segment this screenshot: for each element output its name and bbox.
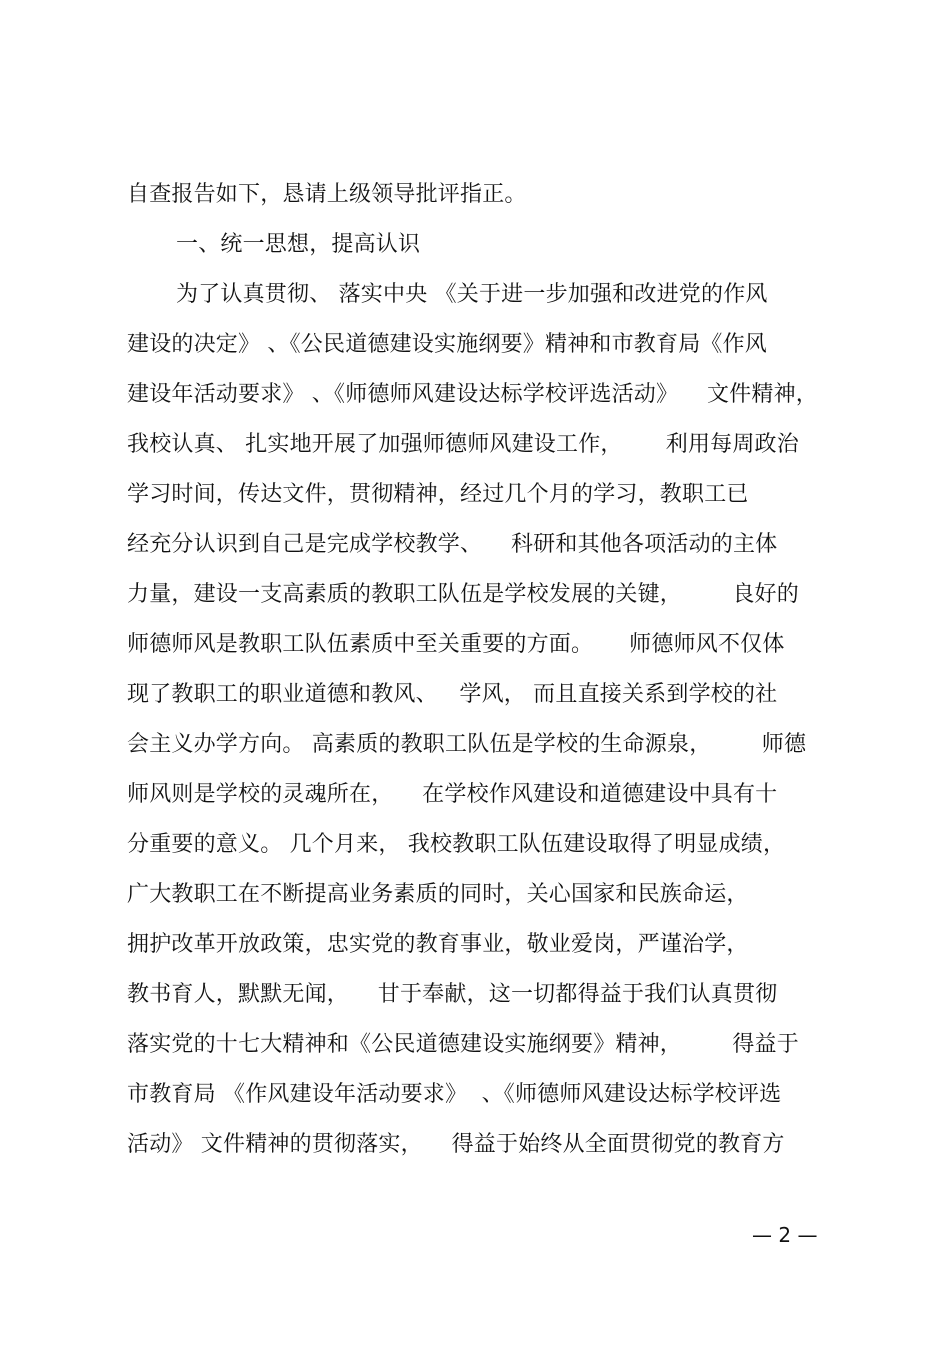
paragraph-line-9: 力量，建设一支高素质的教职工队伍是学校发展的关键， 良好的	[127, 582, 799, 607]
paragraph-line-6: 我校认真、 扎实地开展了加强师德师风建设工作， 利用每周政治	[127, 432, 799, 457]
paragraph-line-16: 拥护改革开放政策，忠实党的教育事业，敬业爱岗，严谨治学，	[127, 932, 749, 957]
paragraph-line-15: 广大教职工在不断提高业务素质的同时，关心国家和民族命运，	[127, 882, 749, 907]
paragraph-line-18: 落实党的十七大精神和《公民道德建设实施纲要》精神， 得益于	[127, 1032, 799, 1057]
paragraph-line-10: 师德师风是教职工队伍素质中至关重要的方面。 师德师风不仅体	[127, 632, 785, 657]
paragraph-line-20: 活动》 文件精神的贯彻落实， 得益于始终从全面贯彻党的教育方	[127, 1132, 785, 1157]
paragraph-line-14: 分重要的意义。 几个月来， 我校教职工队伍建设取得了明显成绩，	[127, 832, 786, 857]
paragraph-line-19: 市教育局 《作风建设年活动要求》 、《师德师风建设达标学校评选	[127, 1082, 782, 1107]
paragraph-line-8: 经充分认识到自己是完成学校教学、 科研和其他各项活动的主体	[127, 532, 778, 557]
paragraph-line-17: 教书育人，默默无闻， 甘于奉献，这一切都得益于我们认真贯彻	[127, 982, 778, 1007]
paragraph-line-13: 师风则是学校的灵魂所在， 在学校作风建设和道德建设中具有十	[127, 782, 778, 807]
paragraph-line-5: 建设年活动要求》 、《师德师风建设达标学校评选活动》 文件精神，	[127, 382, 818, 407]
paragraph-line-11: 现了教职工的职业道德和教风、 学风， 而且直接关系到学校的社	[127, 682, 778, 707]
paragraph-line-12: 会主义办学方向。 高素质的教职工队伍是学校的生命源泉， 师德	[127, 732, 807, 757]
paragraph-line-4: 建设的决定》 、《公民道德建设实施纲要》精神和市教育局《作风	[127, 332, 767, 357]
section-heading: 一、统一思想，提高认识	[176, 232, 421, 257]
paragraph-line-1: 自查报告如下，恳请上级领导批评指正。	[127, 182, 527, 207]
page-number: — 2 —	[752, 1223, 818, 1247]
paragraph-line-7: 学习时间，传达文件，贯彻精神，经过几个月的学习，教职工已	[127, 482, 749, 507]
paragraph-line-3: 为了认真贯彻、 落实中央 《关于进一步加强和改进党的作风	[176, 282, 768, 307]
